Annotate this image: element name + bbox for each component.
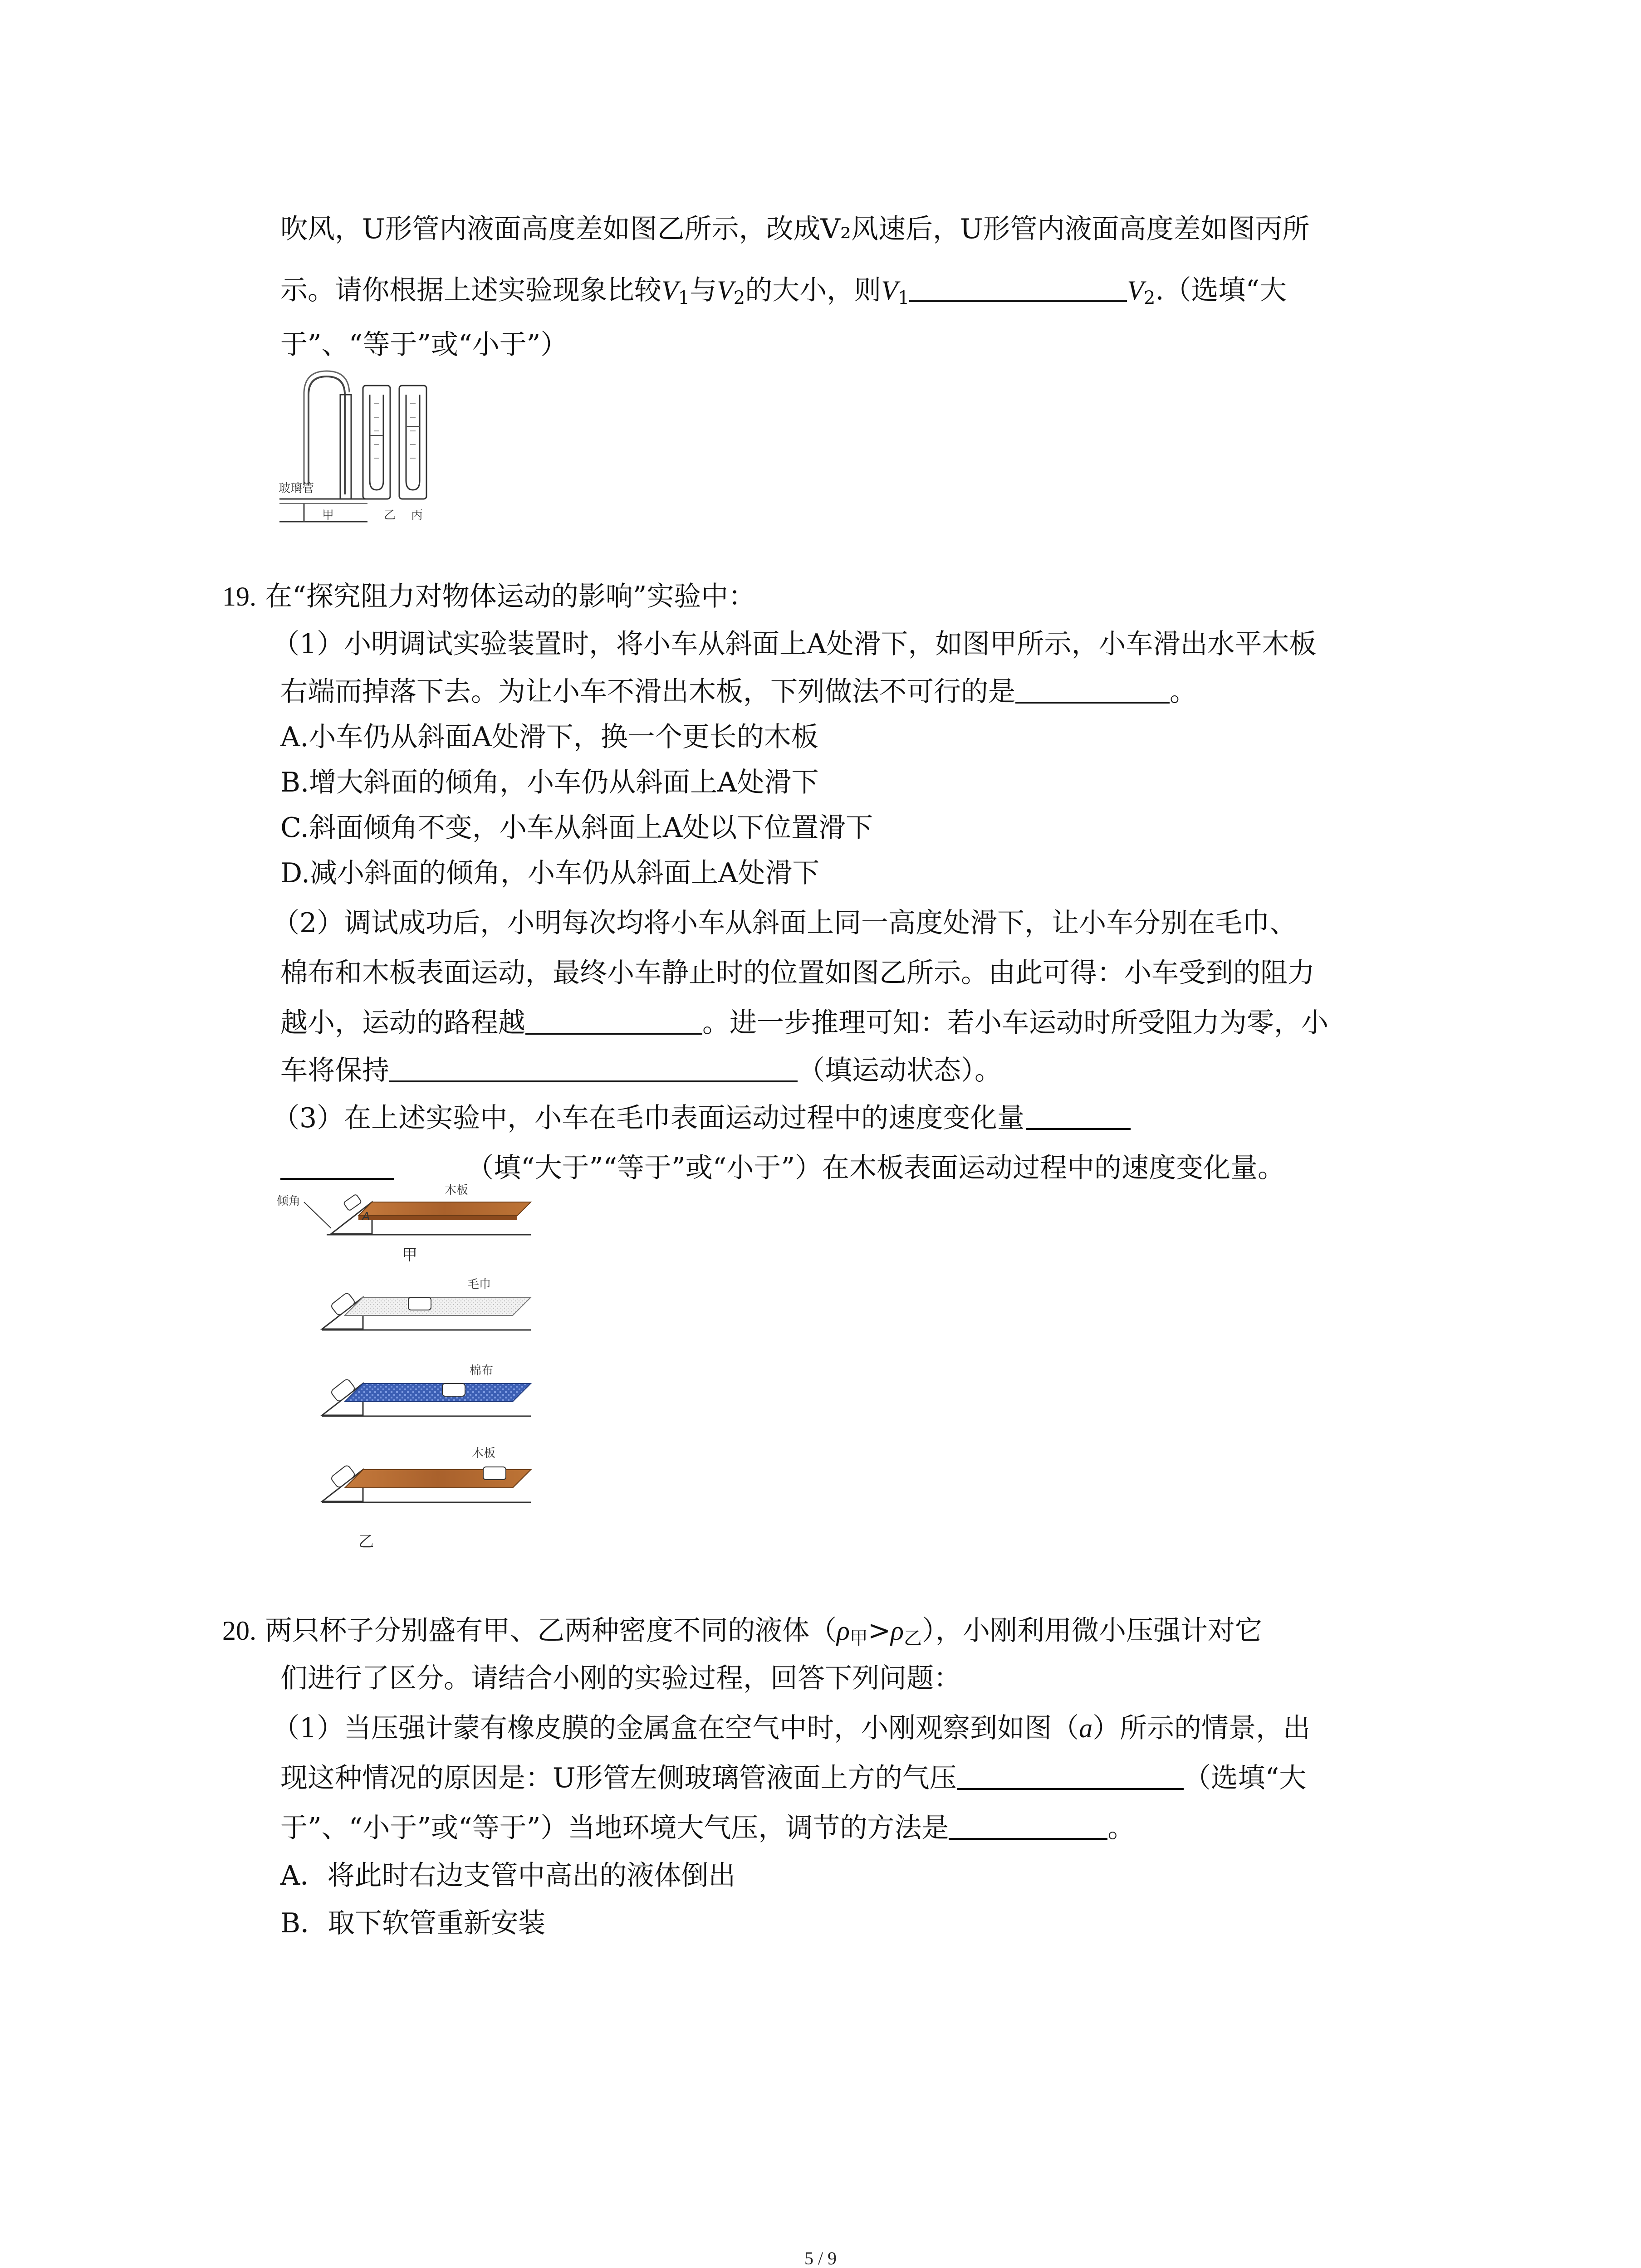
q19-option-b-text: B.增大斜面的倾角，小车仍从斜面上A处滑下 (280, 767, 819, 798)
q19-option-c-text: C.斜面倾角不变，小车从斜面上A处以下位置滑下 (280, 812, 873, 844)
q18-line-3-text: 于”、“等于”或“小于”） (280, 329, 568, 361)
page-number: 5 / 9 (804, 2248, 837, 2268)
apparatus-jia (279, 371, 367, 522)
v1-symbol: V (661, 275, 678, 305)
setup-wood (322, 1446, 531, 1502)
q20-p1-line-1-text-a: （1）当压强计蒙有橡皮膜的金属盒在空气中时，小刚观察到如图（ (272, 1712, 1079, 1744)
manometer-yi (363, 386, 396, 522)
q19-p1-line-2 (280, 674, 1197, 710)
q19-p2-line-4-text-a: 车将保持 (280, 1055, 389, 1086)
q18-line-1 (280, 211, 1310, 247)
q19-p2-line-3-text-a: 越小，运动的路程越 (280, 1007, 525, 1039)
q20-option-b (280, 1905, 545, 1941)
q19-p3-line-1 (272, 1100, 1131, 1136)
q19-p3-answer-blank-part-1[interactable] (1026, 1100, 1131, 1130)
figure-label-jia: 甲 (402, 1246, 417, 1264)
q20-p1-line-2 (280, 1760, 1306, 1796)
fig-a-symbol: a (1079, 1713, 1093, 1743)
q19-option-b (280, 764, 819, 801)
v1-subscript-b: 1 (897, 288, 910, 308)
q19-p2-line-4 (280, 1052, 1002, 1089)
q20-p1-line-2-text-a: 现这种情况的原因是：U形管左侧玻璃管液面上方的气压 (280, 1762, 957, 1794)
q19-p2-line-2-text: 棉布和木板表面运动，最终小车静止时的位置如图乙所示。由此可得：小车受到的阻力 (280, 957, 1315, 989)
q19-stem-text: 在“探究阻力对物体运动的影响”实验中： (265, 581, 756, 612)
q19-p1-line-2-text: 右端而掉落下去。为让小车不滑出木板，下列做法不可行的是 (280, 676, 1015, 708)
q20-option-a (280, 1857, 735, 1894)
incline-figure (277, 1184, 558, 1556)
setup-cotton (322, 1364, 531, 1416)
q19-p2-line-4-text-b: （填运动状态）。 (798, 1055, 1002, 1086)
q20-p1-line-3-period: 。 (1107, 1812, 1135, 1844)
q20-line-2 (280, 1660, 961, 1696)
q18-with: 与 (690, 274, 717, 306)
q18-line-2-part-c: .（选填“大 (1155, 274, 1287, 306)
q19-p2-line-3 (280, 1005, 1328, 1041)
cotton-label: 棉布 (470, 1364, 494, 1377)
q19-option-d (280, 855, 819, 891)
q18-line-3 (280, 327, 568, 363)
q20-p1-line-3 (280, 1810, 1135, 1846)
q20-p1-line-1 (272, 1710, 1310, 1746)
q20-line-1-text-a: 两只杯子分别盛有甲、乙两种密度不同的液体（ (265, 1615, 837, 1647)
u-tube-figure (277, 367, 440, 526)
label-yi: 乙 (384, 508, 396, 522)
q19-option-a (280, 719, 818, 755)
board-label-jia: 木板 (445, 1184, 469, 1197)
q20-p1-line-3-text-a: 于”、“小于”或“等于”）当地环境大气压，调节的方法是 (280, 1812, 949, 1844)
q18-answer-blank[interactable] (909, 272, 1127, 302)
label-jia: 甲 (322, 508, 334, 522)
board-label-yi: 木板 (472, 1446, 496, 1460)
v1-symbol-b: V (881, 275, 898, 305)
manometer-bing (399, 386, 426, 522)
q19-p3-line-1-text: （3）在上述实验中，小车在毛巾表面运动过程中的速度变化量 (272, 1102, 1025, 1134)
rho-symbol-jia: ρ (837, 1616, 850, 1646)
rho-symbol-yi: ρ (891, 1616, 904, 1646)
q19-p3-line-2 (280, 1150, 1285, 1186)
q20-number: 20. (222, 1616, 256, 1646)
q18-line-2-part-b: 的大小，则 (745, 274, 882, 306)
q19-p1-line-1 (272, 626, 1317, 662)
q19-option-a-text: A.小车仍从斜面A处滑下，换一个更长的木板 (280, 721, 818, 753)
v2-subscript-b: 2 (1143, 288, 1156, 308)
q20-p1-answer-blank-1[interactable] (957, 1760, 1184, 1790)
q20-line-2-text: 们进行了区分。请结合小刚的实验过程，回答下列问题： (280, 1662, 961, 1694)
rho-sub-jia: 甲 (849, 1628, 868, 1649)
towel-label: 毛巾 (467, 1277, 491, 1291)
q19-p3-answer-blank-part-2[interactable] (280, 1150, 394, 1180)
q19-p1-period: 。 (1170, 676, 1197, 708)
q19-p3-line-2-text: （填“大于”“等于”或“小于”）在木板表面运动过程中的速度变化量。 (466, 1152, 1285, 1184)
v2-symbol: V (717, 275, 734, 305)
q19-option-c (280, 810, 873, 846)
q20-line-1 (222, 1613, 1262, 1649)
q20-line-1-text-b: ），小刚利用微小压强计对它 (921, 1615, 1262, 1647)
q19-p2-line-1 (272, 905, 1297, 941)
q19-p2-answer-blank-2[interactable] (389, 1052, 798, 1082)
v2-subscript: 2 (733, 288, 745, 308)
q20-option-a-text: A．将此时右边支管中高出的液体倒出 (280, 1860, 736, 1892)
q19-p1-answer-blank[interactable] (1015, 674, 1170, 704)
q19-p2-answer-blank-1[interactable] (525, 1005, 702, 1035)
q18-line-2-part-a: 示。请你根据上述实验现象比较 (280, 274, 661, 306)
q20-option-b-text: B．取下软管重新安装 (280, 1907, 546, 1939)
point-a-label: A (362, 1209, 370, 1223)
v2-symbol-b: V (1127, 275, 1144, 305)
setup-jia (277, 1184, 531, 1264)
q18-line-1-text: 吹风，U形管内液面高度差如图乙所示，改成V₂风速后，U形管内液面高度差如图丙所 (280, 213, 1310, 245)
q19-stem (222, 578, 755, 615)
angle-label: 倾角 (277, 1194, 301, 1207)
q19-p1-line-1-text: （1）小明调试实验装置时，将小车从斜面上A处滑下，如图甲所示，小车滑出水平木板 (272, 628, 1317, 660)
q20-p1-line-1-text-b: ）所示的情景，出 (1092, 1712, 1311, 1744)
q18-line-2 (280, 272, 1287, 308)
q20-p1-line-2-text-b: （选填“大 (1183, 1762, 1307, 1794)
q19-p2-line-1-text: （2）调试成功后，小明每次均将小车从斜面上同一高度处滑下，让小车分别在毛巾、 (272, 907, 1297, 939)
label-bing: 丙 (411, 508, 423, 522)
rho-sub-yi: 乙 (903, 1628, 922, 1649)
v1-subscript: 1 (678, 288, 690, 308)
q19-p2-line-2 (280, 955, 1315, 991)
q19-option-d-text: D.减小斜面的倾角，小车仍从斜面上A处滑下 (280, 857, 820, 889)
figure-label-yi: 乙 (358, 1533, 374, 1550)
greater-than: > (867, 1615, 891, 1647)
q19-number: 19. (222, 582, 256, 611)
q19-p2-line-3-text-b: 。进一步推理可知：若小车运动时所受阻力为零，小 (702, 1007, 1328, 1039)
q20-p1-answer-blank-2[interactable] (949, 1810, 1107, 1840)
tube-label: 玻璃管 (279, 481, 314, 495)
setup-towel (322, 1277, 531, 1330)
